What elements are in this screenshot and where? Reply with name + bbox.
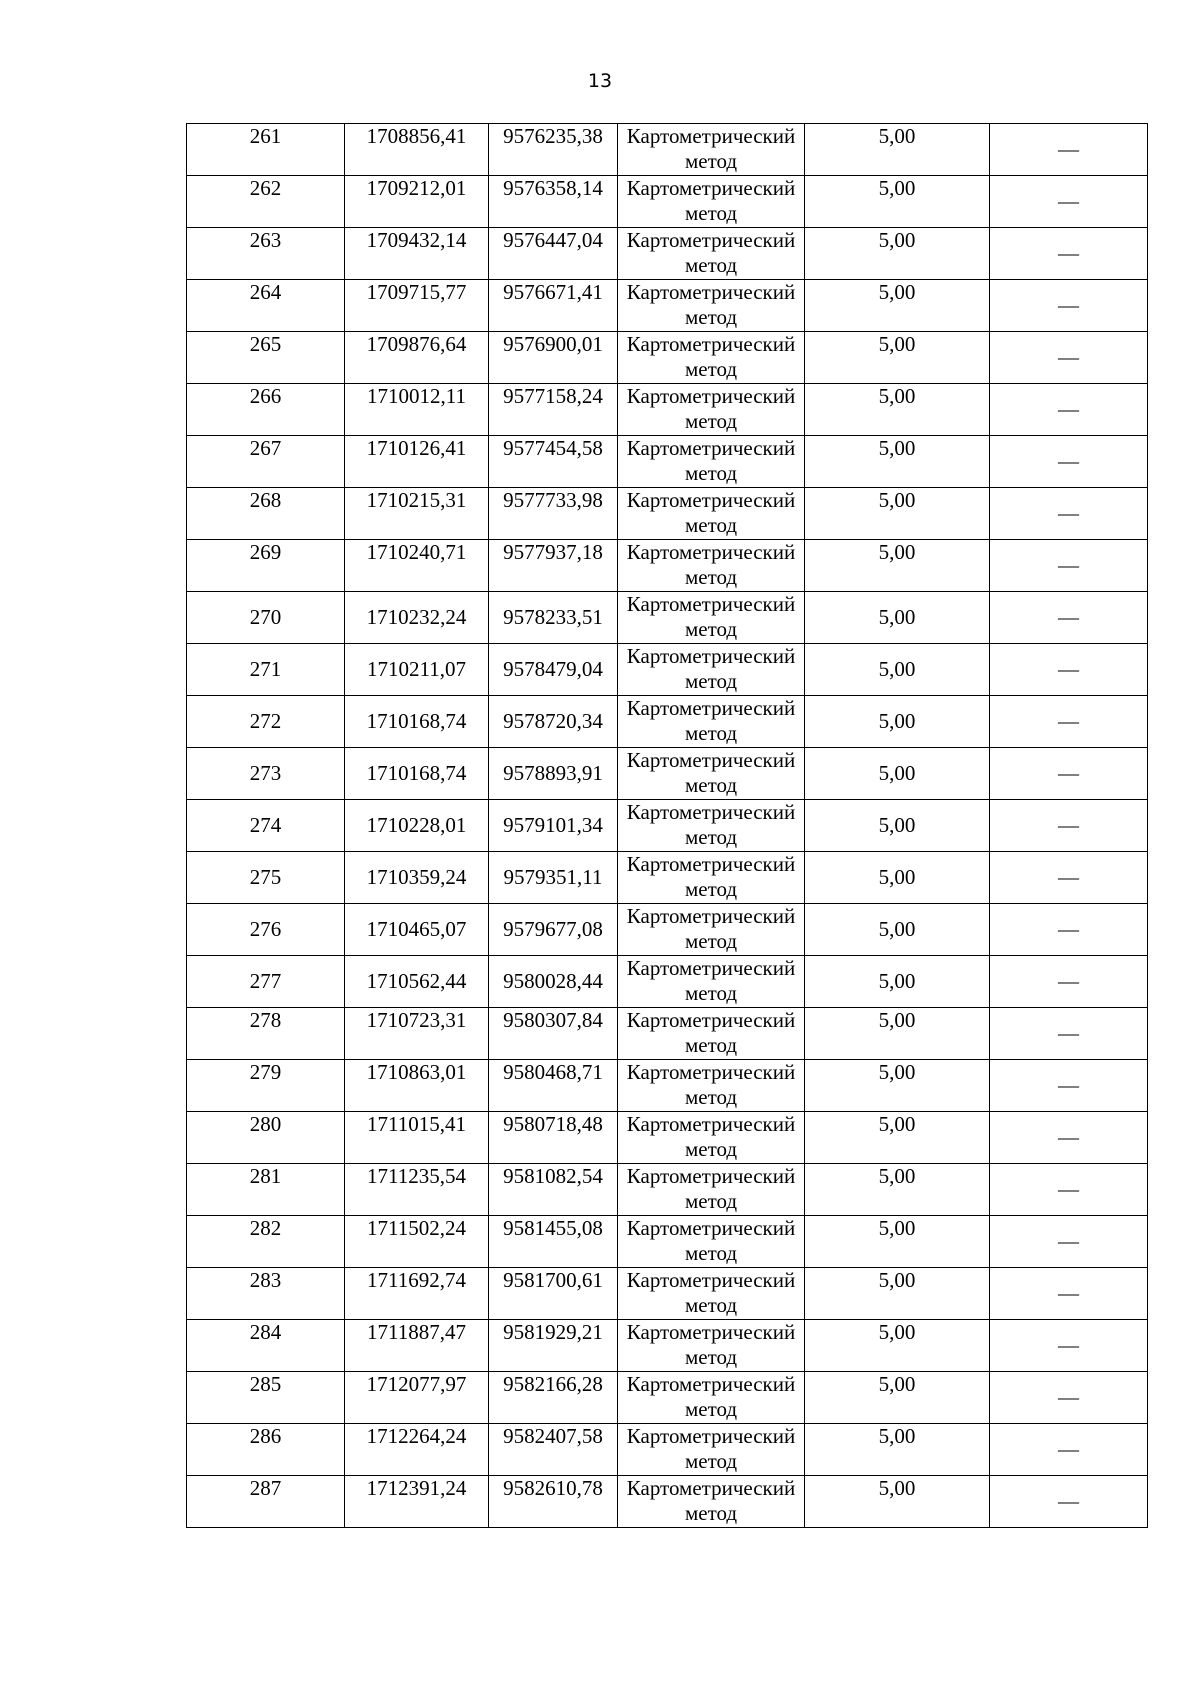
table-row: [187, 176, 1148, 228]
method-cell: [618, 1112, 805, 1164]
x-coordinate-cell: 1710012,11: [345, 384, 489, 436]
dash-cell: —: [990, 852, 1148, 904]
method-line: Картометрический: [626, 852, 796, 876]
method-line: метод: [684, 513, 738, 537]
dash-cell: —: [990, 1268, 1148, 1320]
table-row: [187, 488, 1148, 540]
point-number-cell: 267: [187, 436, 345, 488]
x-coordinate-cell: 1708856,41: [345, 124, 489, 176]
dash-cell: —: [990, 332, 1148, 384]
dash-cell: —: [990, 540, 1148, 592]
table-row: [187, 592, 1148, 644]
y-coordinate-cell: 9576900,01: [489, 332, 618, 384]
y-coordinate-cell: 9576671,41: [489, 280, 618, 332]
table-row: [187, 1008, 1148, 1060]
point-number-cell: 282: [187, 1216, 345, 1268]
dash-cell: —: [990, 1008, 1148, 1060]
point-number-cell: 270: [187, 592, 345, 644]
point-number-cell: 279: [187, 1060, 345, 1112]
y-coordinate-cell: 9578479,04: [489, 644, 618, 696]
method-line: Картометрический: [626, 280, 796, 304]
method-line: Картометрический: [626, 1216, 796, 1240]
method-line: метод: [684, 357, 738, 381]
x-coordinate-cell: 1710240,71: [345, 540, 489, 592]
y-coordinate-cell: 9577158,24: [489, 384, 618, 436]
method-line: метод: [684, 305, 738, 329]
method-cell: [618, 748, 805, 800]
method-cell: [618, 1424, 805, 1476]
y-coordinate-cell: 9580468,71: [489, 1060, 618, 1112]
accuracy-cell: 5,00: [805, 800, 990, 852]
method-line: метод: [684, 1345, 738, 1369]
method-cell: [618, 1476, 805, 1528]
accuracy-cell: 5,00: [805, 1476, 990, 1528]
x-coordinate-cell: 1710168,74: [345, 696, 489, 748]
method-cell: [618, 696, 805, 748]
table-row: [187, 904, 1148, 956]
y-coordinate-cell: 9576447,04: [489, 228, 618, 280]
method-cell: [618, 956, 805, 1008]
table-row: [187, 1164, 1148, 1216]
method-line: метод: [684, 565, 738, 589]
method-cell: [618, 228, 805, 280]
method-cell: [618, 1008, 805, 1060]
table-row: [187, 956, 1148, 1008]
point-number-cell: 262: [187, 176, 345, 228]
method-line: метод: [684, 409, 738, 433]
x-coordinate-cell: 1711015,41: [345, 1112, 489, 1164]
x-coordinate-cell: 1711235,54: [345, 1164, 489, 1216]
accuracy-cell: 5,00: [805, 228, 990, 280]
method-line: метод: [684, 825, 738, 849]
point-number-cell: 284: [187, 1320, 345, 1372]
y-coordinate-cell: 9581082,54: [489, 1164, 618, 1216]
y-coordinate-cell: 9582166,28: [489, 1372, 618, 1424]
method-line: Картометрический: [626, 1476, 796, 1500]
accuracy-cell: 5,00: [805, 540, 990, 592]
method-line: метод: [684, 1085, 738, 1109]
point-number-cell: 265: [187, 332, 345, 384]
method-line: Картометрический: [626, 228, 796, 252]
accuracy-cell: 5,00: [805, 1268, 990, 1320]
method-line: Картометрический: [626, 176, 796, 200]
x-coordinate-cell: 1709432,14: [345, 228, 489, 280]
y-coordinate-cell: 9577937,18: [489, 540, 618, 592]
accuracy-cell: 5,00: [805, 1216, 990, 1268]
method-line: Картометрический: [626, 904, 796, 928]
accuracy-cell: 5,00: [805, 1424, 990, 1476]
method-line: Картометрический: [626, 488, 796, 512]
method-line: метод: [684, 1137, 738, 1161]
method-line: Картометрический: [626, 592, 796, 616]
point-number-cell: 272: [187, 696, 345, 748]
accuracy-cell: 5,00: [805, 384, 990, 436]
point-number-cell: 276: [187, 904, 345, 956]
method-line: Картометрический: [626, 748, 796, 772]
method-line: Картометрический: [626, 1008, 796, 1032]
accuracy-cell: 5,00: [805, 1320, 990, 1372]
accuracy-cell: 5,00: [805, 644, 990, 696]
point-number-cell: 285: [187, 1372, 345, 1424]
point-number-cell: 274: [187, 800, 345, 852]
method-line: Картометрический: [626, 124, 796, 148]
table-row: [187, 1320, 1148, 1372]
dash-cell: —: [990, 956, 1148, 1008]
coordinates-table: [186, 123, 1148, 1528]
accuracy-cell: 5,00: [805, 904, 990, 956]
method-line: Картометрический: [626, 384, 796, 408]
method-line: метод: [684, 461, 738, 485]
y-coordinate-cell: 9581455,08: [489, 1216, 618, 1268]
x-coordinate-cell: 1712391,24: [345, 1476, 489, 1528]
table-row: [187, 1372, 1148, 1424]
accuracy-cell: 5,00: [805, 1372, 990, 1424]
method-cell: [618, 1164, 805, 1216]
y-coordinate-cell: 9577454,58: [489, 436, 618, 488]
y-coordinate-cell: 9580307,84: [489, 1008, 618, 1060]
method-line: Картометрический: [626, 956, 796, 980]
dash-cell: —: [990, 904, 1148, 956]
x-coordinate-cell: 1712077,97: [345, 1372, 489, 1424]
method-line: метод: [684, 1397, 738, 1421]
table-body: [187, 124, 1148, 1528]
dash-cell: —: [990, 280, 1148, 332]
y-coordinate-cell: 9581929,21: [489, 1320, 618, 1372]
point-number-cell: 273: [187, 748, 345, 800]
table-row: [187, 384, 1148, 436]
x-coordinate-cell: 1709876,64: [345, 332, 489, 384]
dash-cell: —: [990, 228, 1148, 280]
method-cell: [618, 332, 805, 384]
table-row: [187, 1060, 1148, 1112]
table-row: [187, 228, 1148, 280]
x-coordinate-cell: 1711692,74: [345, 1268, 489, 1320]
method-line: Картометрический: [626, 1372, 796, 1396]
method-cell: [618, 1060, 805, 1112]
method-line: метод: [684, 721, 738, 745]
dash-cell: —: [990, 748, 1148, 800]
table-row: [187, 644, 1148, 696]
dash-cell: —: [990, 1112, 1148, 1164]
method-cell: [618, 176, 805, 228]
point-number-cell: 280: [187, 1112, 345, 1164]
accuracy-cell: 5,00: [805, 1112, 990, 1164]
y-coordinate-cell: 9578720,34: [489, 696, 618, 748]
accuracy-cell: 5,00: [805, 592, 990, 644]
dash-cell: —: [990, 1164, 1148, 1216]
table-row: [187, 800, 1148, 852]
accuracy-cell: 5,00: [805, 696, 990, 748]
method-line: метод: [684, 877, 738, 901]
x-coordinate-cell: 1709715,77: [345, 280, 489, 332]
method-cell: [618, 1216, 805, 1268]
y-coordinate-cell: 9579351,11: [489, 852, 618, 904]
accuracy-cell: 5,00: [805, 1060, 990, 1112]
x-coordinate-cell: 1710723,31: [345, 1008, 489, 1060]
point-number-cell: 278: [187, 1008, 345, 1060]
accuracy-cell: 5,00: [805, 124, 990, 176]
dash-cell: —: [990, 644, 1148, 696]
x-coordinate-cell: 1712264,24: [345, 1424, 489, 1476]
method-cell: [618, 384, 805, 436]
method-line: метод: [684, 1189, 738, 1213]
table-row: [187, 1112, 1148, 1164]
dash-cell: —: [990, 1372, 1148, 1424]
method-cell: [618, 852, 805, 904]
method-line: метод: [684, 201, 738, 225]
method-line: Картометрический: [626, 644, 796, 668]
method-line: метод: [684, 773, 738, 797]
dash-cell: —: [990, 124, 1148, 176]
table-row: [187, 1476, 1148, 1528]
y-coordinate-cell: 9579101,34: [489, 800, 618, 852]
accuracy-cell: 5,00: [805, 1008, 990, 1060]
y-coordinate-cell: 9582407,58: [489, 1424, 618, 1476]
method-cell: [618, 800, 805, 852]
point-number-cell: 261: [187, 124, 345, 176]
y-coordinate-cell: 9579677,08: [489, 904, 618, 956]
table-row: [187, 748, 1148, 800]
page-number: 13: [587, 70, 613, 92]
method-cell: [618, 280, 805, 332]
method-line: метод: [684, 149, 738, 173]
method-line: Картометрический: [626, 1164, 796, 1188]
dash-cell: —: [990, 176, 1148, 228]
method-line: Картометрический: [626, 800, 796, 824]
x-coordinate-cell: 1710168,74: [345, 748, 489, 800]
x-coordinate-cell: 1710228,01: [345, 800, 489, 852]
method-cell: [618, 1320, 805, 1372]
y-coordinate-cell: 9578233,51: [489, 592, 618, 644]
dash-cell: —: [990, 1320, 1148, 1372]
dash-cell: —: [990, 800, 1148, 852]
method-cell: [618, 1268, 805, 1320]
table-row: [187, 852, 1148, 904]
point-number-cell: 271: [187, 644, 345, 696]
y-coordinate-cell: 9576235,38: [489, 124, 618, 176]
dash-cell: —: [990, 436, 1148, 488]
y-coordinate-cell: 9578893,91: [489, 748, 618, 800]
method-cell: [618, 436, 805, 488]
method-line: Картометрический: [626, 332, 796, 356]
method-line: метод: [684, 669, 738, 693]
accuracy-cell: 5,00: [805, 332, 990, 384]
method-line: метод: [684, 1033, 738, 1057]
accuracy-cell: 5,00: [805, 852, 990, 904]
y-coordinate-cell: 9576358,14: [489, 176, 618, 228]
method-line: метод: [684, 1293, 738, 1317]
dash-cell: —: [990, 384, 1148, 436]
point-number-cell: 268: [187, 488, 345, 540]
table-row: [187, 540, 1148, 592]
x-coordinate-cell: 1710465,07: [345, 904, 489, 956]
method-line: Картометрический: [626, 540, 796, 564]
point-number-cell: 287: [187, 1476, 345, 1528]
method-line: метод: [684, 1449, 738, 1473]
table-row: [187, 436, 1148, 488]
y-coordinate-cell: 9577733,98: [489, 488, 618, 540]
method-line: метод: [684, 1501, 738, 1525]
y-coordinate-cell: 9580028,44: [489, 956, 618, 1008]
method-cell: [618, 540, 805, 592]
method-line: метод: [684, 253, 738, 277]
x-coordinate-cell: 1710126,41: [345, 436, 489, 488]
method-line: метод: [684, 929, 738, 953]
accuracy-cell: 5,00: [805, 956, 990, 1008]
dash-cell: —: [990, 592, 1148, 644]
table-row: [187, 280, 1148, 332]
method-line: Картометрический: [626, 696, 796, 720]
method-cell: [618, 904, 805, 956]
dash-cell: —: [990, 488, 1148, 540]
point-number-cell: 275: [187, 852, 345, 904]
table-row: [187, 1216, 1148, 1268]
method-cell: [618, 488, 805, 540]
point-number-cell: 283: [187, 1268, 345, 1320]
accuracy-cell: 5,00: [805, 280, 990, 332]
accuracy-cell: 5,00: [805, 1164, 990, 1216]
method-line: Картометрический: [626, 436, 796, 460]
table-row: [187, 124, 1148, 176]
y-coordinate-cell: 9581700,61: [489, 1268, 618, 1320]
table-row: [187, 332, 1148, 384]
accuracy-cell: 5,00: [805, 436, 990, 488]
point-number-cell: 269: [187, 540, 345, 592]
x-coordinate-cell: 1710211,07: [345, 644, 489, 696]
method-line: Картометрический: [626, 1060, 796, 1084]
x-coordinate-cell: 1709212,01: [345, 176, 489, 228]
table-row: [187, 1424, 1148, 1476]
method-line: метод: [684, 1241, 738, 1265]
method-line: Картометрический: [626, 1424, 796, 1448]
method-line: метод: [684, 617, 738, 641]
method-line: Картометрический: [626, 1320, 796, 1344]
x-coordinate-cell: 1710562,44: [345, 956, 489, 1008]
accuracy-cell: 5,00: [805, 488, 990, 540]
x-coordinate-cell: 1711887,47: [345, 1320, 489, 1372]
y-coordinate-cell: 9580718,48: [489, 1112, 618, 1164]
point-number-cell: 266: [187, 384, 345, 436]
x-coordinate-cell: 1711502,24: [345, 1216, 489, 1268]
point-number-cell: 277: [187, 956, 345, 1008]
point-number-cell: 281: [187, 1164, 345, 1216]
accuracy-cell: 5,00: [805, 176, 990, 228]
y-coordinate-cell: 9582610,78: [489, 1476, 618, 1528]
x-coordinate-cell: 1710232,24: [345, 592, 489, 644]
dash-cell: —: [990, 1424, 1148, 1476]
table-row: [187, 696, 1148, 748]
dash-cell: —: [990, 1060, 1148, 1112]
x-coordinate-cell: 1710359,24: [345, 852, 489, 904]
point-number-cell: 263: [187, 228, 345, 280]
method-cell: [618, 644, 805, 696]
method-line: метод: [684, 981, 738, 1005]
method-cell: [618, 592, 805, 644]
method-cell: [618, 124, 805, 176]
dash-cell: —: [990, 696, 1148, 748]
point-number-cell: 286: [187, 1424, 345, 1476]
method-cell: [618, 1372, 805, 1424]
dash-cell: —: [990, 1216, 1148, 1268]
method-line: Картометрический: [626, 1268, 796, 1292]
x-coordinate-cell: 1710215,31: [345, 488, 489, 540]
x-coordinate-cell: 1710863,01: [345, 1060, 489, 1112]
method-line: Картометрический: [626, 1112, 796, 1136]
point-number-cell: 264: [187, 280, 345, 332]
table-row: [187, 1268, 1148, 1320]
dash-cell: —: [990, 1476, 1148, 1528]
accuracy-cell: 5,00: [805, 748, 990, 800]
